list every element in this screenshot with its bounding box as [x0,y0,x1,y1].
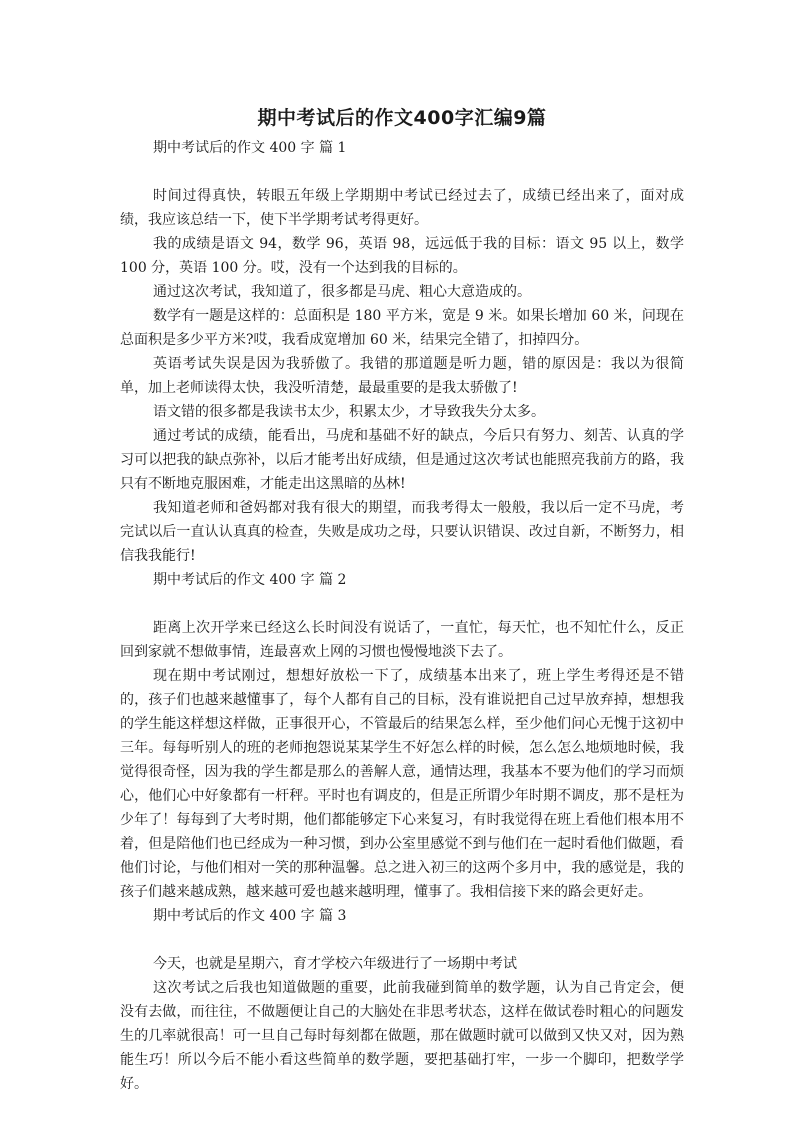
section-gap [120,160,684,184]
paragraph: 语文错的很多都是我读书太少，积累太少，才导致我失分太多。 [153,404,545,420]
section-heading: 期中考试后的作文 400 字 篇 1 [153,140,347,156]
paragraph: 时间过得真快，转眼五年级上学期期中考试已经过去了，成绩已经出来了，面对成绩，我应该总结一下，使下半学期考试考得更好。 [120,188,684,228]
document-title: 期中考试后的作文400字汇编9篇 [257,107,547,129]
paragraph: 这次考试之后我也知道做题的重要，此前我碰到简单的数学题，认为自己肯定会，便没有去做，而往往，不做题便让自己的大脑处在非思考状态，这样在做试卷时粗心的问题发生的几率就很高！可一旦自己每时每刻都在做题，那在做题时就可以做到又快又对，因为熟能生巧！所以今后不能小看这些简单的数学题，要把基础打牢，一步一个脚印，把数学学好。 [120,980,684,1092]
section-heading: 期中考试后的作文 400 字 篇 3 [153,908,347,924]
essay-section-3 [120,904,684,1096]
paragraph: 我知道老师和爸妈都对我有很大的期望，而我考得太一般般，我以后一定不马虎，考完试以后一直认认真真的检查，失败是成功之母，只要认识错误、改过自新，不断努力，相信我我能行! [120,500,684,564]
paragraph: 现在期中考试刚过，想想好放松一下了，成绩基本出来了，班上学生考得还是不错的，孩子们也越来越懂事了，每个人都有自己的目标，没有谁说把自己过早放弃掉，想想我的学生能这样想这样做，正事很开心，不管最后的结果怎么样，至少他们问心无愧于这初中三年。每每听别人的班的老师抱怨说某某学生不好怎么样的时候，怎么怎么地烦地时候，我觉得很奇怪，因为我的学生都是那么的善解人意，通情达理，我基本不要为他们的学习而烦心，他们心中好象都有一杆秤。平时也有调皮的，但是正所谓少年时期不调皮，那不是枉为少年了！每每到了大考时期，他们都能够定下心来复习，有时我觉得在班上看他们根本用不着，但是陪他们也已经成为一种习惯，到办公室里感觉不到与他们在一起时看他们做题，看他们讨论，与他们相对一笑的那种温馨。总之进入初三的这两个多月中，我的感觉是，我的孩子们越来越成熟，越来越可爱也越来越明理，懂事了。我相信接下来的路会更好走。 [120,668,684,900]
section-gap [120,592,684,616]
section-gap [120,928,684,952]
section-heading: 期中考试后的作文 400 字 篇 2 [153,572,347,588]
paragraph: 数学有一题是这样的：总面积是 180 平方米，宽是 9 米。如果长增加 60 米，问现在总面积是多少平方米?哎，我看成宽增加 60 米，结果完全错了，扣掉四分。 [120,308,684,348]
paragraph: 通过这次考试，我知道了，很多都是马虎、粗心大意造成的。 [153,284,531,300]
paragraph: 我的成绩是语文 94，数学 96，英语 98，远远低于我的目标：语文 95 以上，数学 100 分，英语 100 分。哎，没有一个达到我的目标的。 [120,236,684,276]
paragraph: 英语考试失误是因为我骄傲了。我错的那道题是听力题，错的原因是：我以为很简单，加上老师读得太快，我没听清楚，最最重要的是我太骄傲了! [120,356,684,396]
essay-section-2 [120,568,684,904]
essay-section-1 [120,136,684,568]
paragraph: 通过考试的成绩，能看出，马虎和基础不好的缺点，今后只有努力、刻苦、认真的学习可以把我的缺点弥补，以后才能考出好成绩，但是通过这次考试也能照亮我前方的路，我只有不断地克服困难，才能走出这黑暗的丛林! [120,428,684,492]
paragraph: 距离上次开学来已经这么长时间没有说话了，一直忙，每天忙，也不知忙什么，反正回到家就不想做事情，连最喜欢上网的习惯也慢慢地淡下去了。 [120,620,684,660]
paragraph: 今天，也就是星期六，育才学校六年级进行了一场期中考试 [153,956,517,972]
document-page [120,103,684,1096]
